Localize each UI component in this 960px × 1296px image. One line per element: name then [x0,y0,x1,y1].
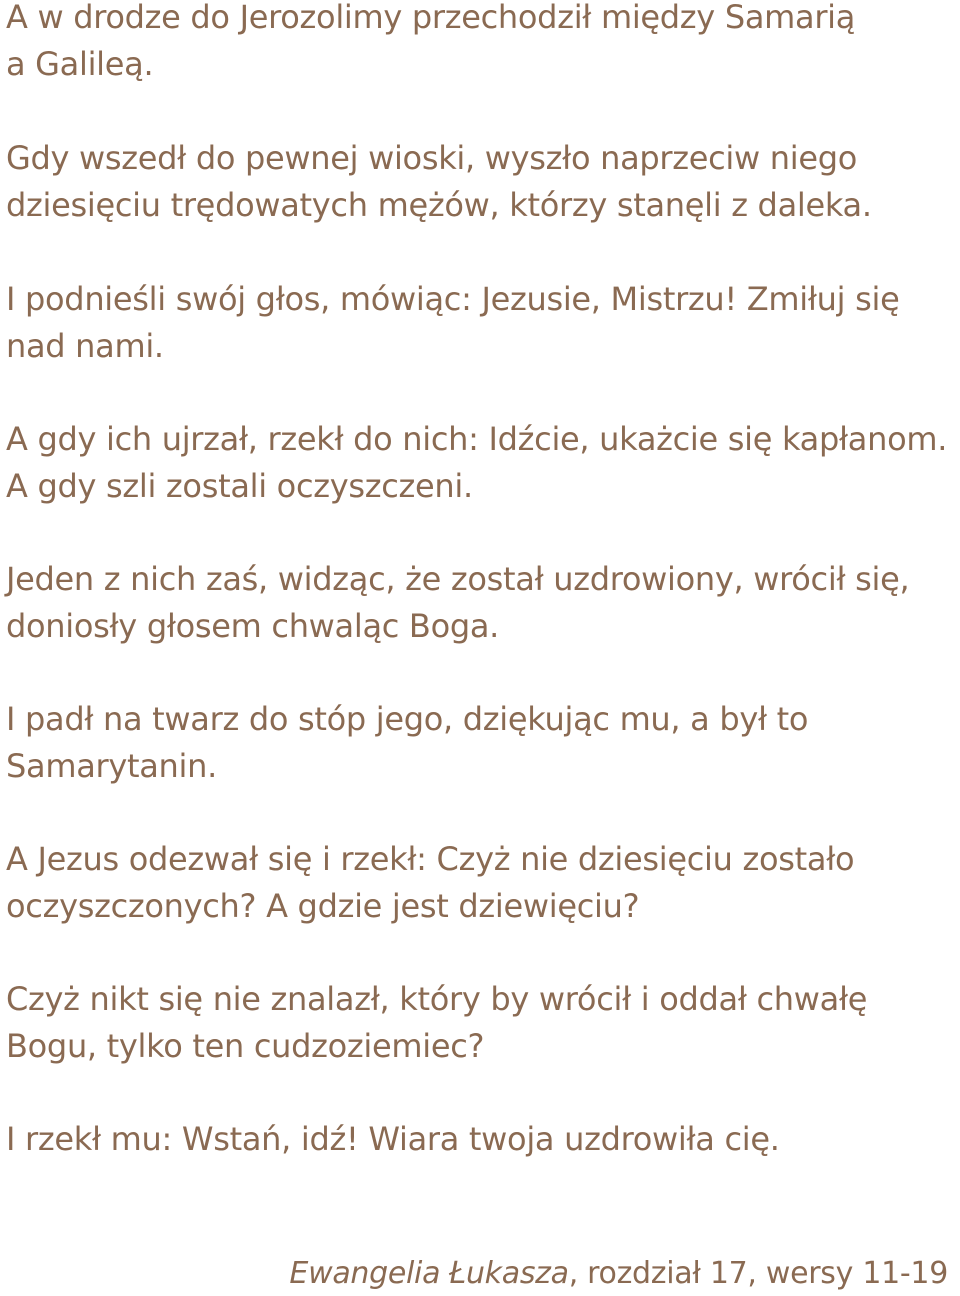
verse-line: A gdy ich ujrzał, rzekł do nich: Idźcie, ukażcie się kapłanom. [6,420,948,458]
verse-line: A w drodze do Jerozolimy przechodził między Samarią [6,0,856,36]
verse-14 [6,416,946,510]
verse-line: doniosły głosem chwaląc Boga. [6,607,500,645]
verse-line: A Jezus odezwał się i rzekł: Czyż nie dziesięciu zostało [6,840,855,878]
verse-16 [6,696,946,790]
verse-line: Bogu, tylko ten cudzoziemiec? [6,1027,485,1065]
verse-11 [6,0,946,88]
verse-line: Gdy wszedł do pewnej wioski, wyszło naprzeciw niego [6,139,858,177]
verse-17 [6,836,946,930]
verse-19 [6,1116,946,1163]
verse-line: A gdy szli zostali oczyszczeni. [6,467,473,505]
verse-line: nad nami. [6,327,164,365]
citation-reference: , rozdział 17, wersy 11-19 [568,1256,948,1291]
citation [289,1252,948,1296]
verse-12 [6,135,946,229]
verse-line: Samarytanin. [6,747,217,785]
verse-15 [6,556,946,650]
verse-line: I rzekł mu: Wstań, idź! Wiara twoja uzdrowiła cię. [6,1120,780,1158]
verse-line: dziesięciu trędowatych mężów, którzy stanęli z daleka. [6,186,872,224]
verse-line: I padł na twarz do stóp jego, dziękując mu, a był to [6,700,809,738]
verse-line: oczyszczonych? A gdzie jest dziewięciu? [6,887,640,925]
verse-13 [6,276,946,370]
verse-18 [6,976,946,1070]
verse-line: Jeden z nich zaś, widząc, że został uzdrowiony, wrócił się, [6,560,910,598]
verse-line: a Galileą. [6,45,154,83]
citation-book: Ewangelia Łukasza [289,1256,569,1291]
verse-line: Czyż nikt się nie znalazł, który by wrócił i oddał chwałę [6,980,868,1018]
verse-line: I podnieśli swój głos, mówiąc: Jezusie, Mistrzu! Zmiłuj się [6,280,900,318]
